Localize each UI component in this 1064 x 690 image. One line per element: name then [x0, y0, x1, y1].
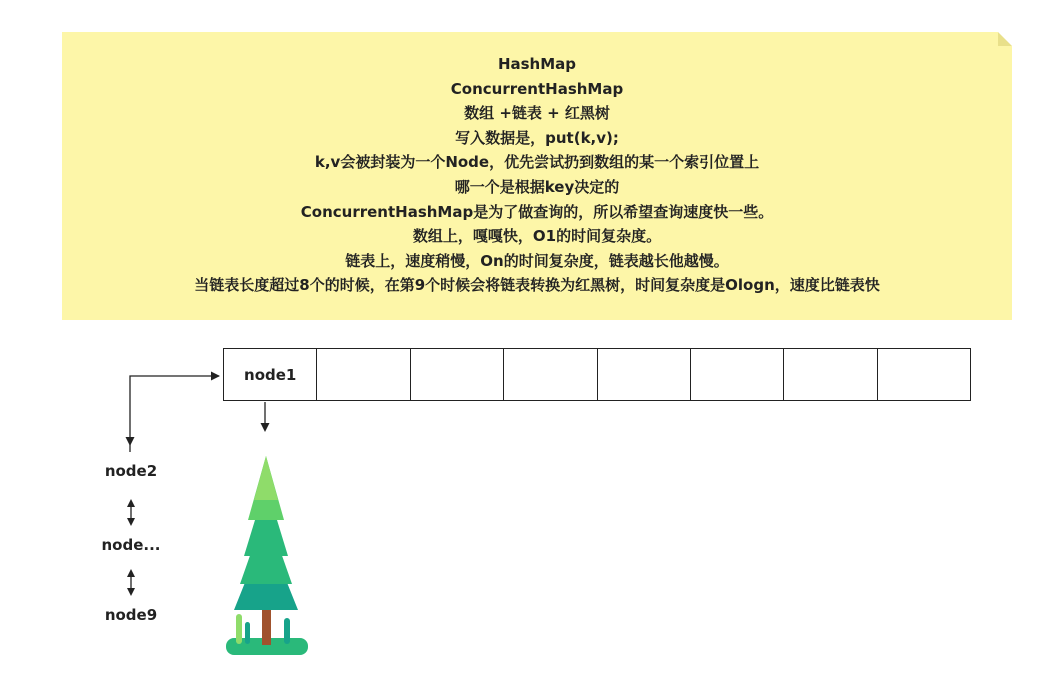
note-line: 当链表长度超过8个的时候，在第9个时候会将链表转换为红黑树，时间复杂度是Ologn，速度比链表快: [194, 276, 880, 295]
note-line: HashMap: [497, 55, 577, 73]
loop-arrow: [130, 376, 219, 452]
note-line: 数组 +链表 + 红黑树: [464, 104, 610, 123]
chain-node-label: node...: [101, 536, 161, 554]
node1-down-arrow-head: [261, 423, 270, 432]
note-line: k,v会被封装为一个Node，优先尝试扔到数组的某一个索引位置上: [314, 153, 760, 172]
array-cell: node1: [224, 349, 317, 400]
bidirectional-arrow: [127, 569, 135, 596]
note-line: 链表上，速度稍慢，On的时间复杂度，链表越长他越慢。: [345, 251, 729, 270]
note-line: 数组上，嘎嘎快，O1的时间复杂度。: [412, 227, 662, 246]
chain-node-label: node2: [104, 462, 158, 480]
note-line: 哪一个是根据key决定的: [454, 177, 620, 196]
note-line: ConcurrentHashMap: [450, 79, 624, 98]
bidirectional-arrow: [127, 499, 135, 526]
chain-node-label: node9: [104, 606, 158, 624]
note-line: 写入数据是，put(k,v);: [455, 128, 619, 147]
note-line: ConcurrentHashMap是为了做查询的，所以希望查询速度快一些。: [300, 202, 774, 221]
red-black-tree-icon: [226, 456, 308, 655]
loop-arrow-down-head: [126, 437, 135, 446]
